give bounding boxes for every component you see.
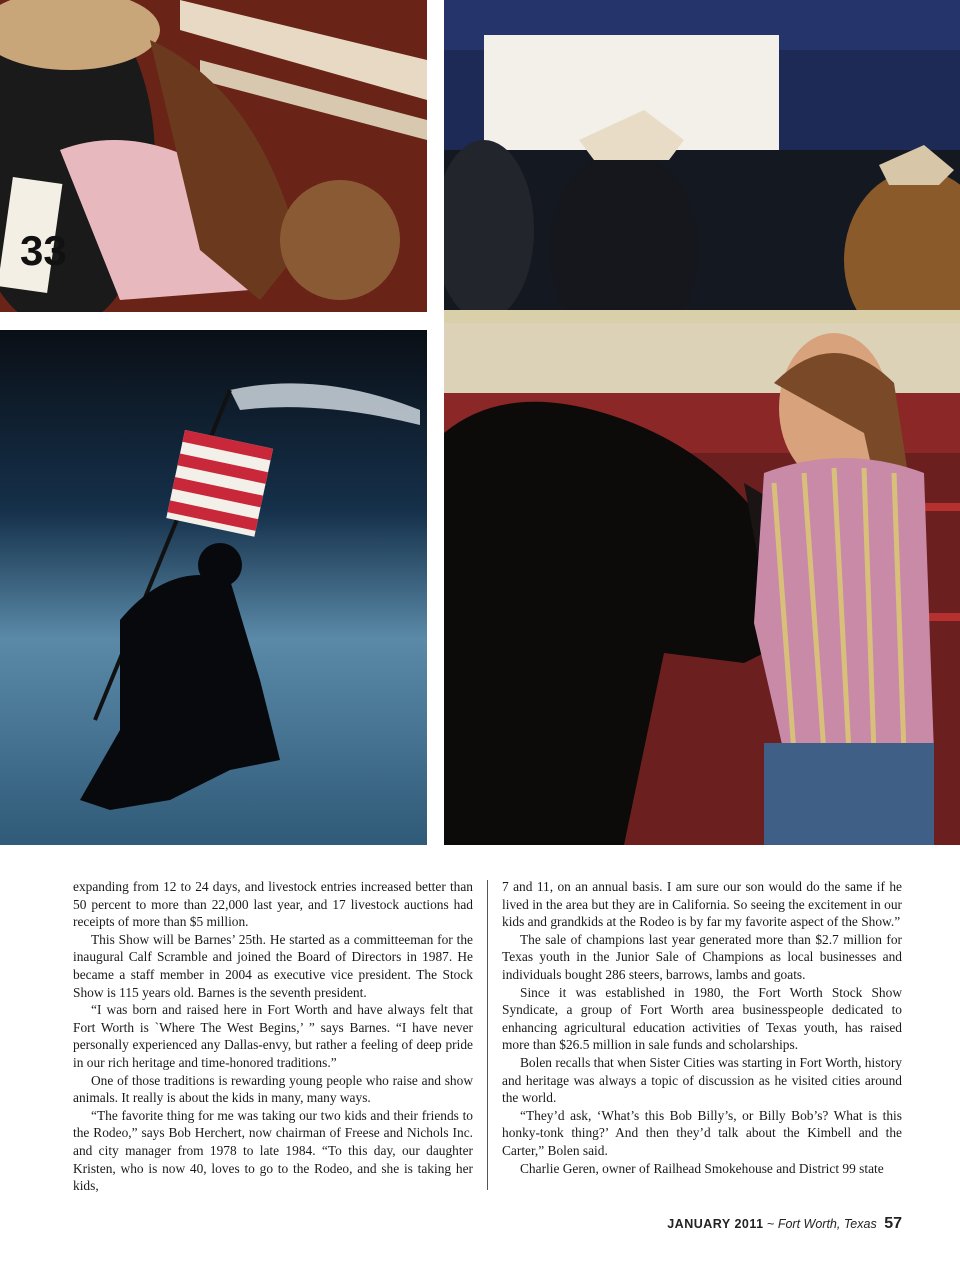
paragraph: Charlie Geren, owner of Railhead Smokehouse and District 99 state bbox=[520, 1160, 884, 1176]
photo-rider-number-image bbox=[0, 0, 427, 312]
paragraph: The sale of champions last year generated more than $2.7 million for Texas youth in the Junior Sale of Champions as local businesses and individuals bought 286 steers, barrows, lambs and goats. bbox=[502, 931, 902, 982]
photo-flag-rider-image bbox=[0, 330, 427, 845]
photo-rider-number bbox=[0, 0, 427, 312]
paragraph: Bolen recalls that when Sister Cities was starting in Fort Worth, history and heritage was always a topic of discussion as he visited cities around the world. bbox=[502, 1054, 902, 1106]
footer-separator: ~ bbox=[767, 1217, 775, 1231]
photo-flag-rider bbox=[0, 330, 427, 845]
footer-publication: Fort Worth, Texas bbox=[777, 1217, 877, 1231]
article-right-column bbox=[502, 878, 902, 1177]
paragraph: One of those traditions is rewarding young people who raise and show animals. It really is about the kids in many, many ways. bbox=[73, 1072, 473, 1106]
photo-girl-with-steer-image bbox=[444, 323, 960, 845]
paragraph: Since it was established in 1980, the Fort Worth Stock Show Syndicate, a group of Fort Worth area businesspeople dedicated to enhancing agricultural education activities of Texas youth, has raised more than $26.5 million in sale funds and scholarships. bbox=[502, 984, 902, 1053]
paragraph: expanding from 12 to 24 days, and livestock entries increased better than 50 percent to more than 22,000 last year, and 17 livestock auctions had receipts of more than $5 million. bbox=[73, 879, 473, 930]
photo-girl-with-steer bbox=[444, 323, 960, 845]
photo-auctioneers-image bbox=[444, 0, 960, 323]
number-card-text: 33 bbox=[20, 227, 67, 274]
column-divider bbox=[487, 880, 488, 1190]
paragraph: “The favorite thing for me was taking our two kids and their friends to the Rodeo,” says Bob Herchert, now chairman of Freese and Nichols Inc. and city manager from 1978 to late 1984. “To this day, our daughter Kristen, who is now 40, loves to go to the Rodeo, and she is taking her kids, bbox=[73, 1107, 473, 1194]
page-footer bbox=[667, 1215, 902, 1233]
paragraph: This Show will be Barnes’ 25th. He started as a committeeman for the inaugural Calf Scramble and joined the Board of Directors in 1987. He became a staff member in 2004 as executive vice president. The Stock Show is 115 years old. Barnes is the seventh president. bbox=[73, 931, 473, 1000]
article-left-column bbox=[73, 878, 473, 1195]
paragraph: 7 and 11, on an annual basis. I am sure our son would do the same if he lived in the area but they are in California. So seeing the excitement in our kids and grandkids at the Rodeo is by far my favorite aspect of the Show.” bbox=[502, 879, 902, 930]
paragraph: “They’d ask, ‘What’s this Bob Billy’s, or Billy Bob’s? What is this honky-tonk thing?’ And then they’d talk about the Kimbell and the Carter,” Bolen said. bbox=[502, 1107, 902, 1158]
footer-issue: JANUARY 2011 bbox=[667, 1217, 764, 1231]
photo-auctioneers bbox=[444, 0, 960, 323]
page-number: 57 bbox=[884, 1215, 902, 1232]
paragraph: “I was born and raised here in Fort Worth and have always felt that Fort Worth is `Where The West Begins,’ ” says Barnes. “I have never personally experienced any Dallas-envy, but rather a feeling of deep pride in our rich heritage and time-honored traditions.” bbox=[73, 1002, 473, 1070]
